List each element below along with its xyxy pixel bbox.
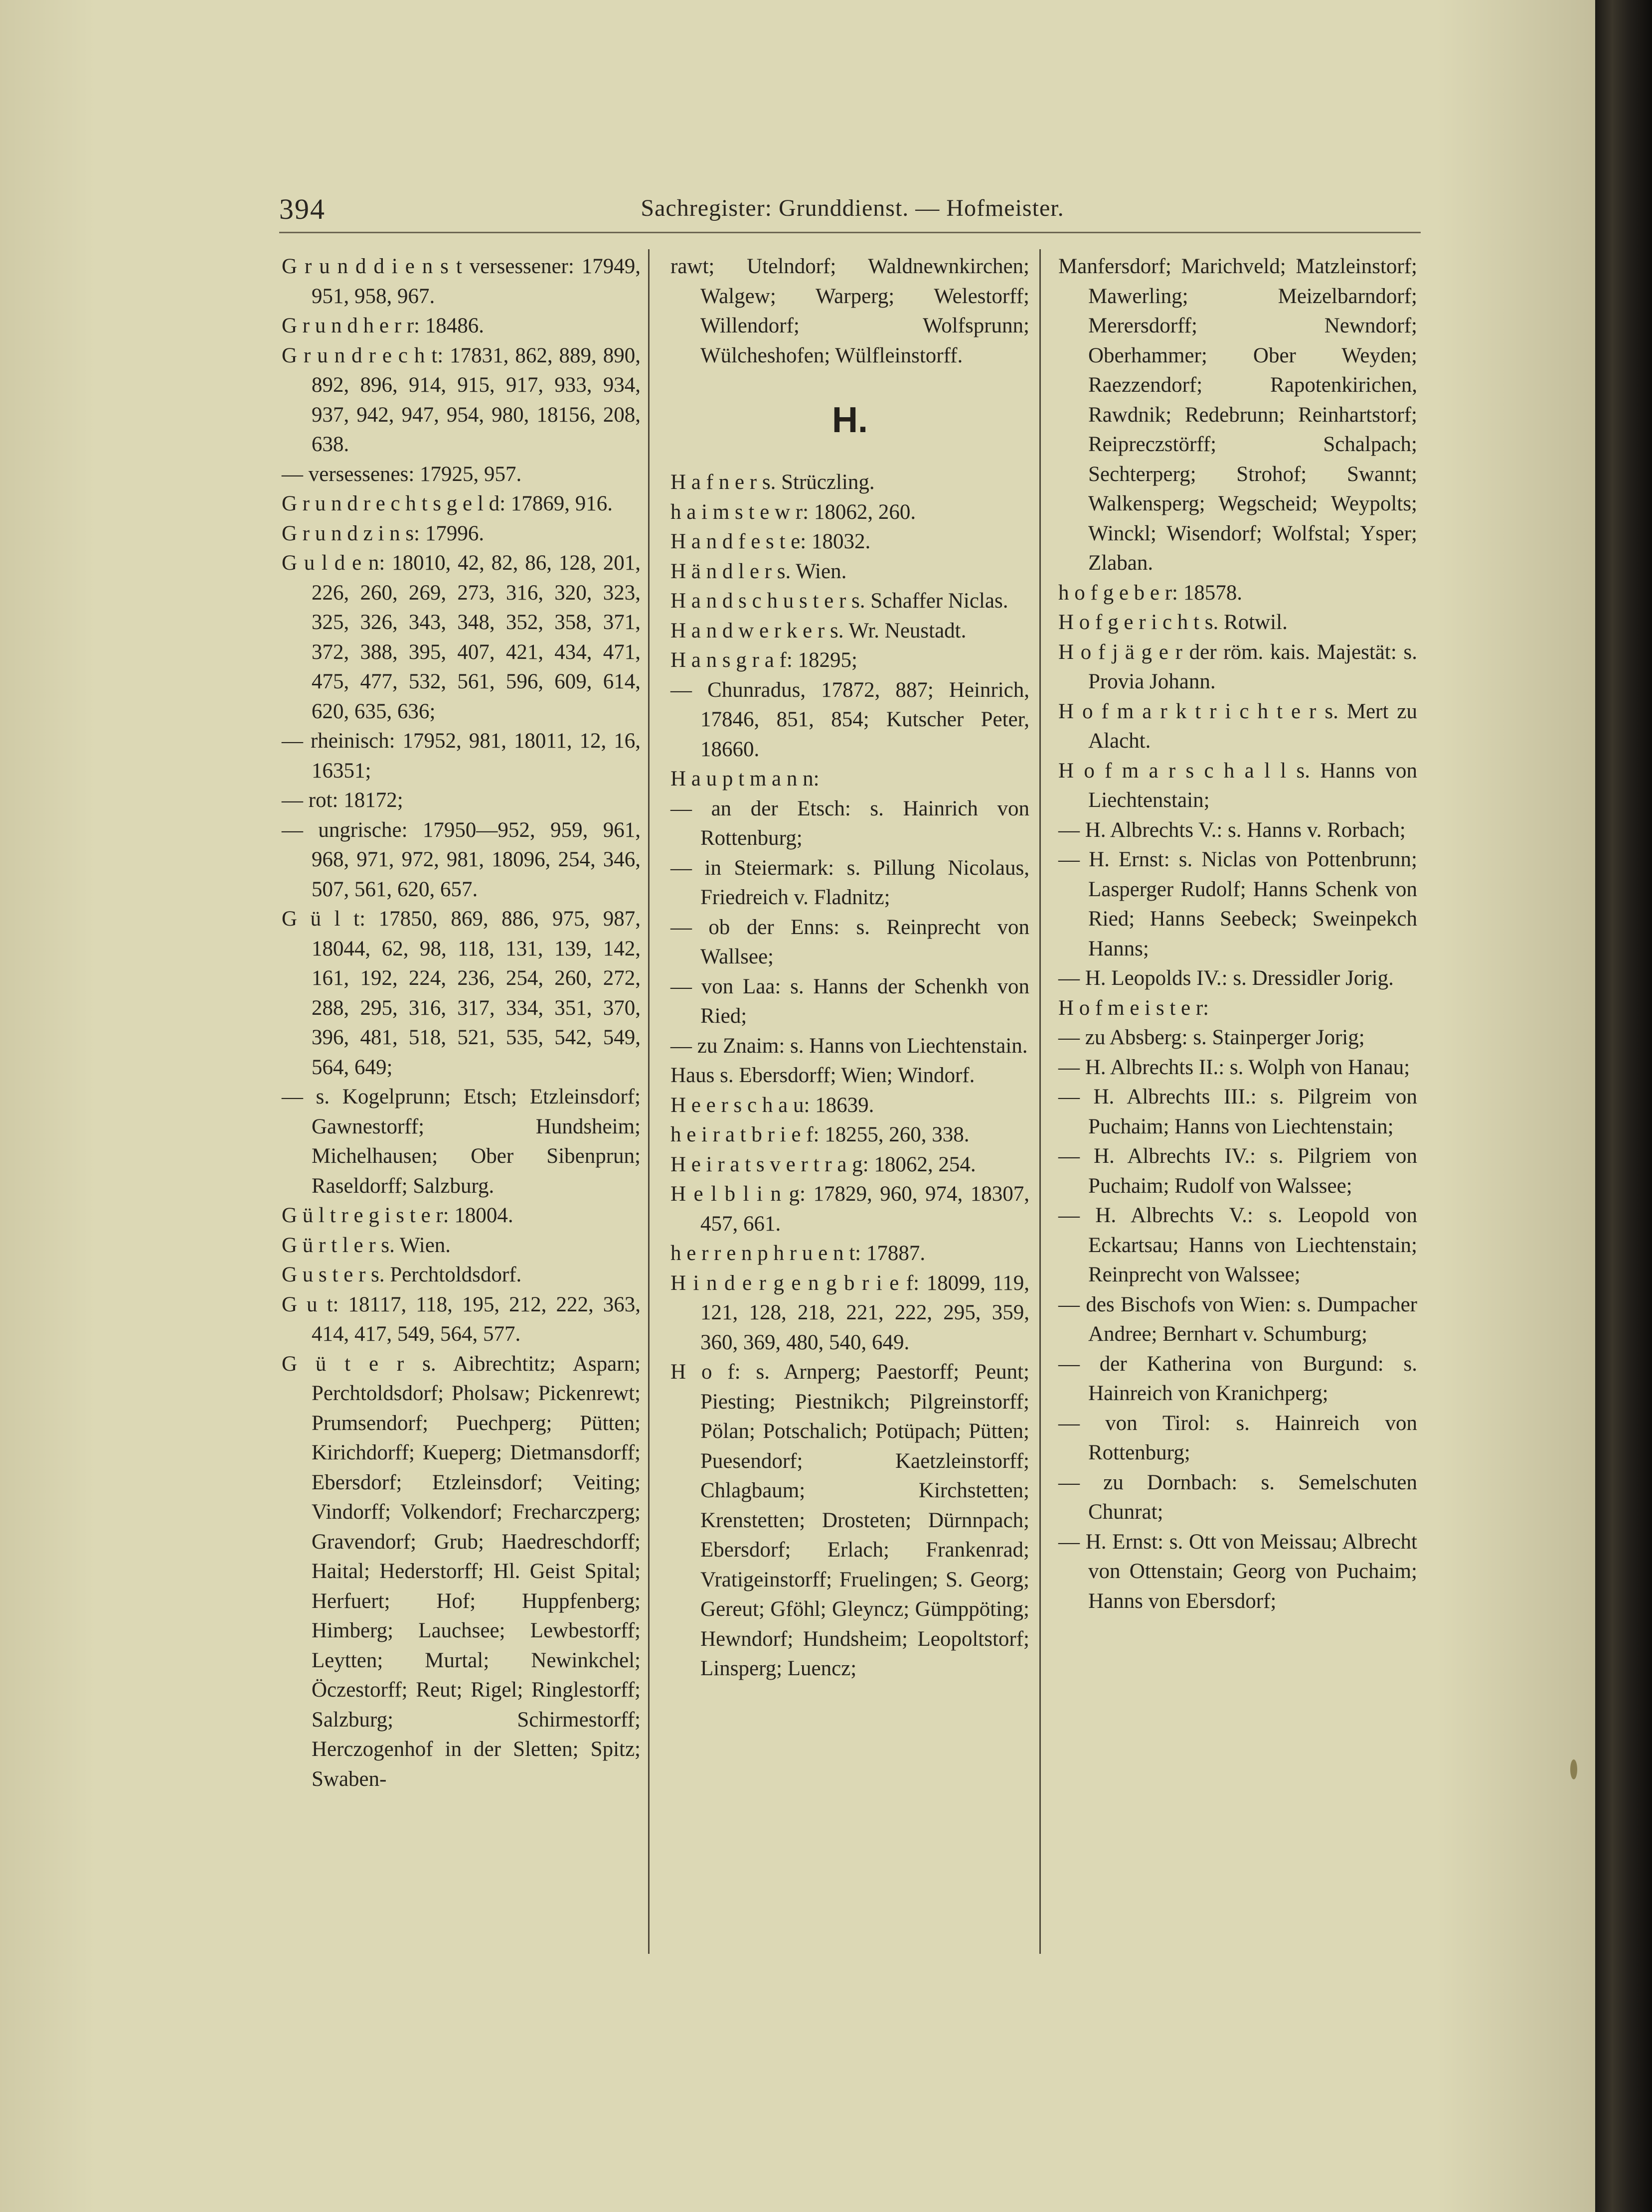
index-entry: — rot: 18172; xyxy=(282,789,403,812)
index-entry: G u s t e r s. Perchtoldsdorf. xyxy=(282,1263,522,1286)
index-entry: — s. Kogelprunn; Etsch; Etzleinsdorf; Gawnestorff; Hundsheim; Michelhausen; Ober Sibenprun; Raseldorff; Salzburg. xyxy=(282,1085,641,1198)
index-entry: H o f m a r k t r i c h t e r s. Mert zu Alacht. xyxy=(1058,699,1417,753)
index-entry: h e r r e n p h r u e n t: 17887. xyxy=(670,1242,926,1265)
index-entry: H o f j ä g e r der röm. kais. Majestät: s. Provia Johann. xyxy=(1058,640,1417,693)
index-entry: H a f n e r s. Strüczling. xyxy=(670,471,875,494)
index-entry: — von Tirol: s. Hainreich von Rottenburg; xyxy=(1058,1411,1417,1464)
index-entry: Haus s. Ebersdorff; Wien; Windorf. xyxy=(670,1064,975,1087)
index-entry: — rheinisch: 17952, 981, 18011, 12, 16, 16351; xyxy=(282,729,641,783)
index-entry: G r u n d r e c h t s g e l d: 17869, 916. xyxy=(282,492,613,515)
paper-stain xyxy=(1570,1759,1577,1779)
index-entry: H o f g e r i c h t s. Rotwil. xyxy=(1058,611,1288,634)
index-entry: — H. Ernst: s. Niclas von Pottenbrunn; Lasperger Rudolf; Hanns Schenk von Ried; Hanns Seebeck; Sweinpekch Hanns; xyxy=(1058,848,1417,960)
page-header xyxy=(279,192,1426,232)
index-entry: — an der Etsch: s. Hainrich von Rottenburg; xyxy=(670,796,1029,850)
index-entry: G r u n d r e c h t: 17831, 862, 889, 890, 892, 896, 914, 915, 917, 933, 934, 937, 942, 947, 954, 980, 18156, 208, 638. xyxy=(282,343,641,456)
index-entry: — Chunradus, 17872, 887; Heinrich, 17846, 851, 854; Kutscher Peter, 18660. xyxy=(670,678,1029,761)
index-entry: H o f: s. Arnperg; Paestorff; Peunt; Piesting; Piestnikch; Pilgreinstorff; Pölan; Potschalich; Potüpach; Pütten; Puesendorf; Kaetzleinstorff; Chlagbaum; Kirchstetten; Krenstetten; Drosteten; Dürnnpach; Ebersdorf; Erlach; Frankenrad; Vratigeinstorff; Fruelingen; S. Georg; Gereut; Gföhl; Gleyncz; Gümppöting; Hewndorf; Hundsheim; Leopoltstorf; Linsperg; Luencz; xyxy=(670,1360,1029,1680)
index-column-1 xyxy=(282,252,641,1794)
index-column-2 xyxy=(670,252,1029,1684)
running-title: Sachregister: Grunddienst. — Hofmeister. xyxy=(641,195,1064,221)
index-entry: — zu Absberg: s. Stainperger Jorig; xyxy=(1058,1026,1365,1049)
index-entry: H o f m a r s c h a l l s. Hanns von Liechtenstain; xyxy=(1058,759,1417,812)
index-entry: H e e r s c h a u: 18639. xyxy=(670,1093,874,1117)
section-heading-h: H. xyxy=(832,400,868,440)
index-entry: G u t: 18117, 118, 195, 212, 222, 363, 414, 417, 549, 564, 577. xyxy=(282,1292,641,1346)
index-entry: — ob der Enns: s. Reinprecht von Wallsee; xyxy=(670,915,1029,968)
index-column-3 xyxy=(1058,252,1417,1616)
index-entry: — der Katherina von Burgund: s. Hainreich von Kranichperg; xyxy=(1058,1352,1417,1405)
column-divider xyxy=(1039,249,1041,1954)
column-divider xyxy=(648,249,650,1954)
index-entry: G r u n d z i n s: 17996. xyxy=(282,521,485,545)
index-entry: — von Laa: s. Hanns der Schenkh von Ried; xyxy=(670,974,1029,1028)
index-entry: H a n d s c h u s t e r s. Schaffer Niclas. xyxy=(670,589,1008,613)
index-entry: G ü l t: 17850, 869, 886, 975, 987, 18044, 62, 98, 118, 131, 139, 142, 161, 192, 224, 236, 254, 260, 272, 288, 295, 316, 317, 334, 351, 370, 396, 481, 518, 521, 535, 542, 549, 564, 649; xyxy=(282,907,641,1079)
index-entry: — zu Dornbach: s. Semelschuten Chunrat; xyxy=(1058,1470,1417,1524)
index-entry: H e i r a t s v e r t r a g: 18062, 254. xyxy=(670,1152,976,1176)
index-entry: H ä n d l e r s. Wien. xyxy=(670,559,847,583)
header-rule xyxy=(279,232,1421,233)
index-entry: G r u n d d i e n s t versessener: 17949, 951, 958, 967. xyxy=(282,255,641,308)
index-entry: H a n d w e r k e r s. Wr. Neustadt. xyxy=(670,619,967,642)
index-entry: — H. Albrechts V.: s. Leopold von Eckartsau; Hanns von Liechtenstain; Reinprecht von Walssee; xyxy=(1058,1204,1417,1286)
index-entry: h e i r a t b r i e f: 18255, 260, 338. xyxy=(670,1123,970,1146)
index-entry: H a u p t m a n n: xyxy=(670,767,820,790)
index-entry: — H. Leopolds IV.: s. Dressidler Jorig. xyxy=(1058,966,1394,990)
index-entry: — H. Albrechts III.: s. Pilgreim von Puchaim; Hanns von Liechtenstain; xyxy=(1058,1085,1417,1138)
index-entry: rawt; Utelndorf; Waldnewnkirchen; Walgew; Warperg; Welestorff; Willendorf; Wolfsprunn; Wülcheshofen; Wülfleinstorff. xyxy=(670,255,1029,367)
index-entry: h o f g e b e r: 18578. xyxy=(1058,581,1243,605)
page-number: 394 xyxy=(279,193,326,225)
index-entry: — versessenes: 17925, 957. xyxy=(282,462,522,486)
index-entry: H a n d f e s t e: 18032. xyxy=(670,530,871,553)
index-entry: — ungrische: 17950—952, 959, 961, 968, 971, 972, 981, 18096, 254, 346, 507, 561, 620, 657. xyxy=(282,818,641,901)
index-entry: — in Steiermark: s. Pillung Nicolaus, Friedreich v. Fladnitz; xyxy=(670,856,1029,909)
index-entry: — H. Ernst: s. Ott von Meissau; Albrecht von Ottenstain; Georg von Puchaim; Hanns von Ebersdorf; xyxy=(1058,1530,1417,1613)
index-entry: H i n d e r g e n g b r i e f: 18099, 119, 121, 128, 218, 221, 222, 295, 359, 360, 369, 480, 540, 649. xyxy=(670,1271,1029,1354)
index-entry: H a n s g r a f: 18295; xyxy=(670,648,857,672)
index-entry: G u l d e n: 18010, 42, 82, 86, 128, 201, 226, 260, 269, 273, 316, 320, 323, 325, 326, 343, 348, 352, 358, 371, 372, 388, 395, 407, 421, 434, 471, 475, 477, 532, 561, 596, 609, 614, 620, 635, 636; xyxy=(282,551,641,723)
index-entry: G ü l t r e g i s t e r: 18004. xyxy=(282,1204,513,1227)
index-entry: G r u n d h e r r: 18486. xyxy=(282,314,485,337)
index-entry: Manfersdorf; Marichveld; Matzleinstorf; Mawerling; Meizelbarndorf; Merersdorff; Newndorf; Oberhammer; Ober Weyden; Raezzendorf; Rapotenkirichen, Rawdnik; Redebrunn; Reinhartstorf; Reipreczstörff; Schalpach; Sechterperg; Strohof; Swannt; Walkensperg; Wegscheid; Weypolts; Winckl; Wisendorf; Wolfstal; Ysper; Zlaban. xyxy=(1058,255,1417,575)
index-entry: — des Bischofs von Wien: s. Dumpacher Andree; Bernhart v. Schumburg; xyxy=(1058,1292,1417,1346)
index-entry: — H. Albrechts II.: s. Wolph von Hanau; xyxy=(1058,1055,1410,1079)
index-entry: — H. Albrechts IV.: s. Pilgriem von Puchaim; Rudolf von Walssee; xyxy=(1058,1144,1417,1198)
index-entry: G ü t e r s. Aibrechtitz; Asparn; Perchtoldsdorf; Pholsaw; Pickenrewt; Prumsendorf; Puechperg; Pütten; Kirichdorff; Kueperg; Dietmansdorff; Ebersdorf; Etzleinsdorf; Veiting; Vindorff; Volkendorf; Frecharczperg; Gravendorf; Grub; Haedreschdorff; Haital; Hederstorff; Hl. Geist Spital; Herfuert; Hof; Huppfenberg; Himberg; Lauchsee; Lewbestorff; Leytten; Murtal; Newinkchel; Öczestorff; Reut; Rigel; Ringlestorff; Salzburg; Schirmestorff; Herczogenhof in der Sletten; Spitz; Swaben- xyxy=(282,1352,641,1791)
index-entry: — H. Albrechts V.: s. Hanns v. Rorbach; xyxy=(1058,818,1406,842)
index-entry: h a i m s t e w r: 18062, 260. xyxy=(670,500,916,524)
index-entry: G ü r t l e r s. Wien. xyxy=(282,1233,451,1257)
index-entry: H o f m e i s t e r: xyxy=(1058,996,1209,1020)
book-binding-edge xyxy=(1595,0,1652,2212)
index-entry: — zu Znaim: s. Hanns von Liechtenstain. xyxy=(670,1034,1028,1058)
index-entry: H e l b l i n g: 17829, 960, 974, 18307, 457, 661. xyxy=(670,1182,1029,1236)
